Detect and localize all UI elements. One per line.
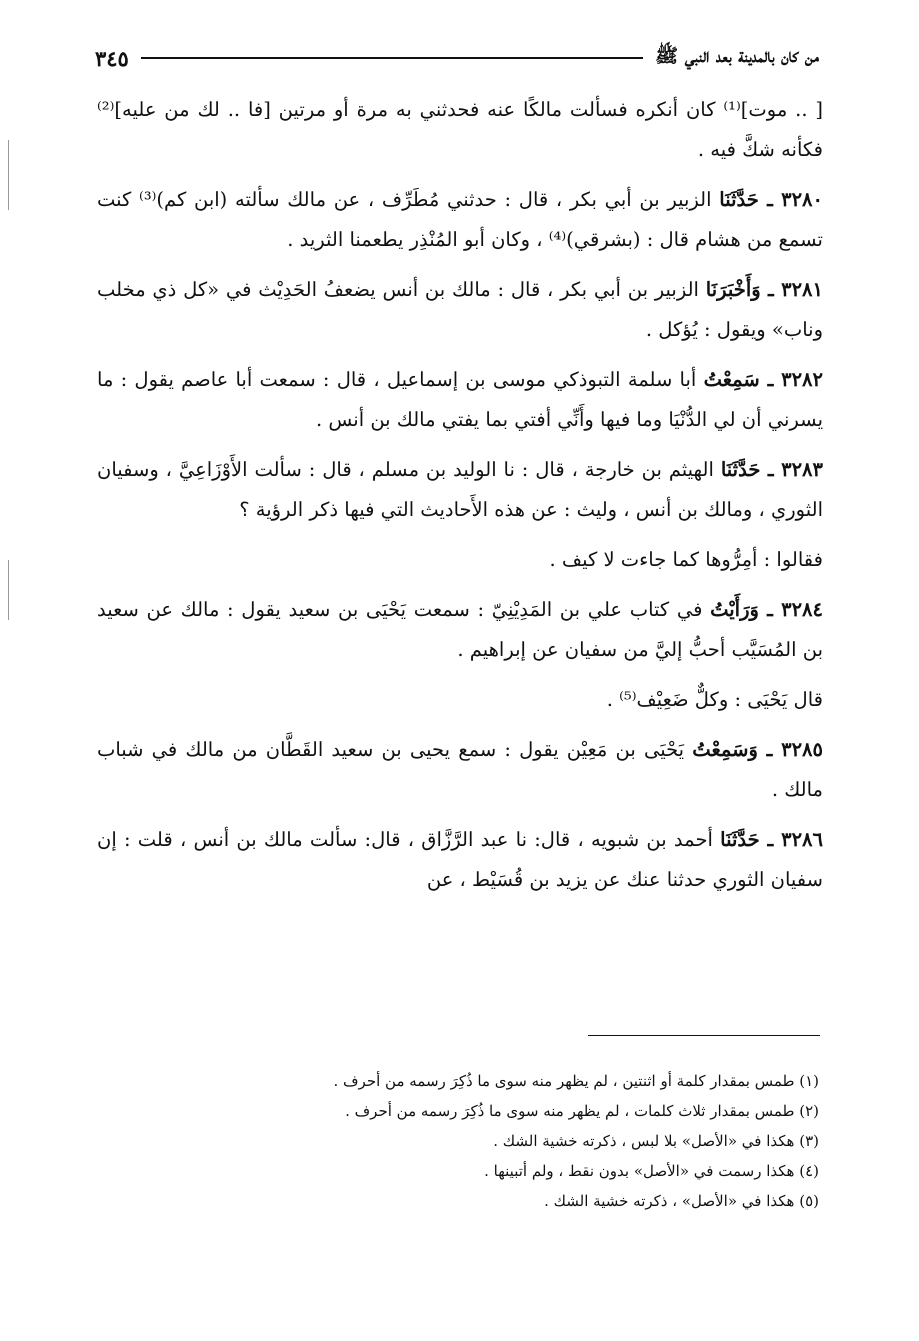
hadith-lead: ٣٢٨٠ ـ حَدَّثَنَا xyxy=(719,188,823,211)
footnote-5: (٥) هكذا في «الأصل» ، ذكرته خشية الشك . xyxy=(544,1192,819,1210)
footnotes xyxy=(219,1066,819,1216)
hadith-lead: ٣٢٨٥ ـ وَسَمِعْتُ xyxy=(692,738,824,761)
paragraph-text: في كتاب علي بن المَدِيْنِيّ : سمعت يَحْيَى بن سعيد يقول : مالك عن سعيد بن المُسَيَّب أحبُّ إليَّ من سفيان عن إبراهيم . xyxy=(97,598,823,661)
footnote-separator xyxy=(588,1035,820,1036)
footnote-3: (٣) هكذا في «الأصل» بلا لبس ، ذكرته خشية الشك . xyxy=(493,1132,819,1150)
paragraph-text: الزبير بن أبي بكر ، قال : مالك بن أنس يضعفُ الحَدِيْث في «كل ذي مخلب وناب» ويقول : يُؤكل . xyxy=(97,278,823,341)
scan-margin-mark xyxy=(8,140,9,210)
hadith-lead: ٣٢٨١ ـ وَأَخْبَرَنَا xyxy=(705,278,823,301)
main-text xyxy=(97,90,823,910)
hadith-3280 xyxy=(97,180,823,260)
hadith-3286 xyxy=(97,820,823,900)
scan-margin-mark xyxy=(8,560,9,620)
hadith-lead: ٣٢٨٣ ـ حَدَّثَنَا xyxy=(720,458,824,481)
paragraph-text: الهيثم بن خارجة ، قال : نا الوليد بن مسلم ، قال : سألت الأَوْزَاعِيَّ ، وسفيان الثوري ، ومالك بن أنس ، وليث : عن هذه الأَحاديث التي فيها ذكر الرؤية ؟ xyxy=(97,458,823,521)
footnote-1: (١) طمس بمقدار كلمة أو اثنتين ، لم يظهر منه سوى ما ذُكِرَ رسمه من أحرف . xyxy=(333,1072,819,1090)
hadith-3282 xyxy=(97,360,823,440)
hadith-3285 xyxy=(97,730,823,810)
paragraph-text: فقالوا : أمِرُّوها كما جاءت لا كيف . xyxy=(549,548,823,571)
paragraph-yahya xyxy=(97,680,823,720)
paragraph-text: [ .. موت]⁽¹⁾ كان أنكره فسألت مالكًا عنه فحدثني به مرة أو مرتين [فا .. لك من عليه]⁽²⁾ فكأنه شكَّ فيه . xyxy=(97,98,823,161)
footnote-2: (٢) طمس بمقدار ثلاث كلمات ، لم يظهر منه سوى ما ذُكِرَ رسمه من أحرف . xyxy=(345,1102,819,1120)
paragraph-text: أبا سلمة التبوذكي موسى بن إسماعيل ، قال : سمعت أبا عاصم يقول : ما يسرني أن لي الدُّنْيَا وما فيها وأَنِّي أفتي بما يفتي مالك بن أنس . xyxy=(97,368,823,431)
paragraph-text: قال يَحْيَى : وكلٌّ ضَعِيْف⁽⁵⁾ . xyxy=(606,688,823,711)
paragraph-reply xyxy=(97,540,823,580)
page-number: ٣٤٥ xyxy=(95,45,129,71)
paragraph-text: أحمد بن شبويه ، قال: نا عبد الرَّزَّاق ، قال: سألت مالك بن أنس ، قلت : إن سفيان الثوري حدثنا عنك عن يزيد بن قُسَيْط ، عن xyxy=(97,828,823,891)
page-header xyxy=(95,38,819,78)
paragraph-text: الزبير بن أبي بكر ، قال : حدثني مُطَرِّف ، عن مالك سألته (ابن كم)⁽³⁾ كنت تسمع من هشام قال : (بشرقي)⁽⁴⁾ ، وكان أبو المُنْذِر يطعمنا الثريد . xyxy=(97,188,823,251)
paragraph-text: يَحْيَى بن مَعِيْن يقول : سمع يحيى بن سعيد القَطَّان من مالك في شباب مالك . xyxy=(97,738,823,801)
running-title: من كان بالمدينة بعد النبي ﷺ xyxy=(655,45,819,67)
hadith-3284 xyxy=(97,590,823,670)
hadith-3283 xyxy=(97,450,823,530)
paragraph-continuation xyxy=(97,90,823,170)
header-rule xyxy=(141,57,643,59)
hadith-lead: ٣٢٨٤ ـ وَرَأَيْتُ xyxy=(710,598,824,621)
footnote-4: (٤) هكذا رسمت في «الأصل» بدون نقط ، ولم أتبينها . xyxy=(484,1162,819,1180)
hadith-lead: ٣٢٨٢ ـ سَمِعْتُ xyxy=(703,368,824,391)
hadith-3281 xyxy=(97,270,823,350)
hadith-lead: ٣٢٨٦ ـ حَدَّثَنَا xyxy=(720,828,823,851)
